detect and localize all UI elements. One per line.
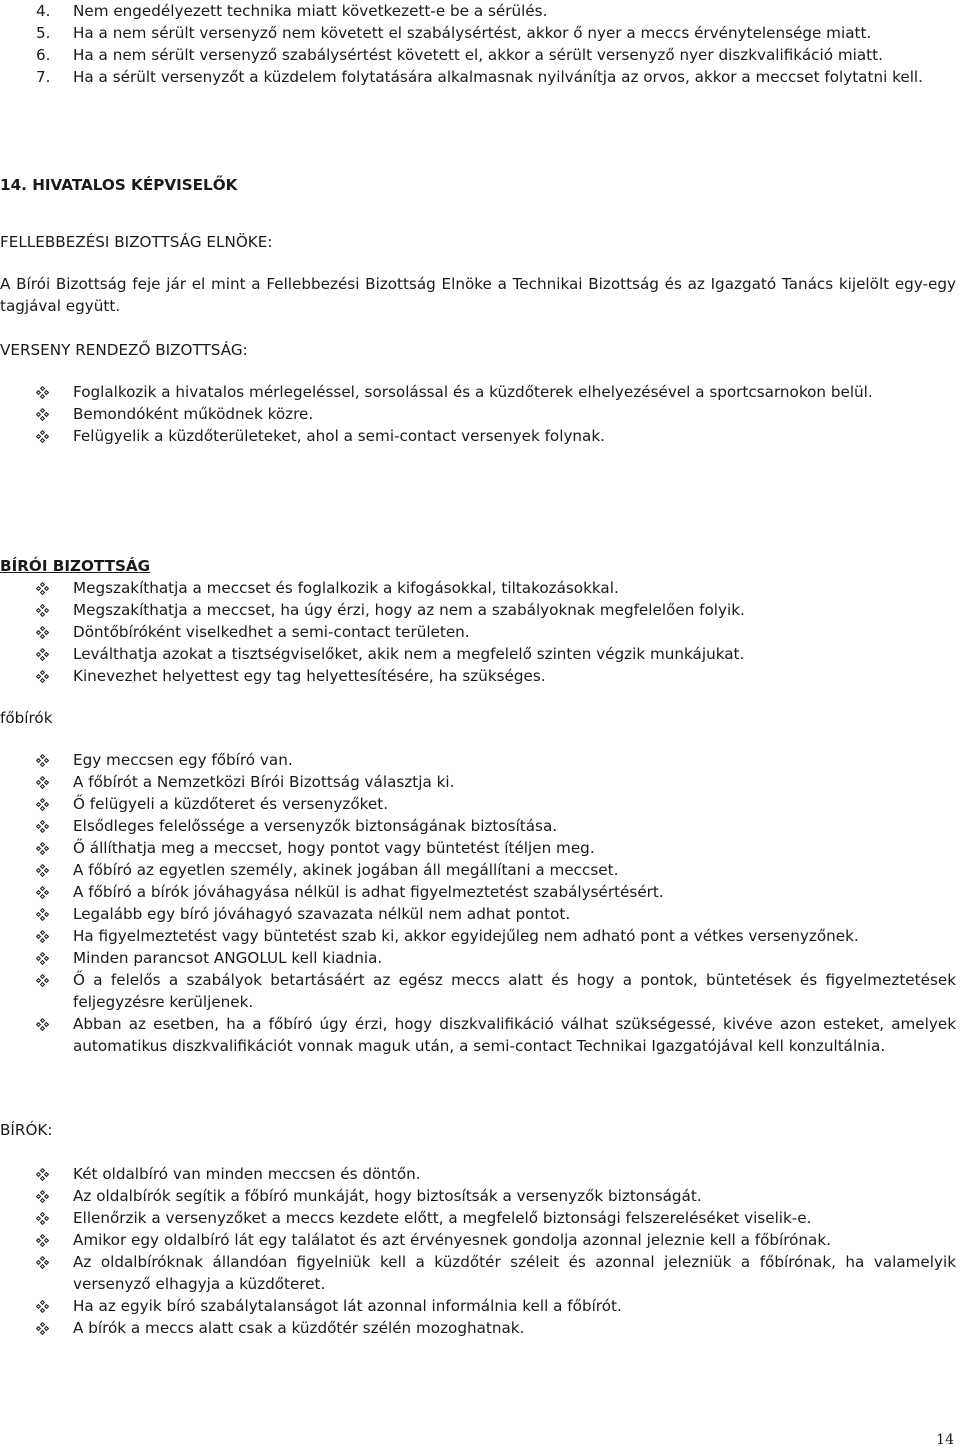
diamond-bullet-icon: [36, 1317, 52, 1339]
item-text: Ha a sérült versenyzőt a küzdelem folytatására alkalmasnak nyilvánítja az orvos, akkor a meccset folytatni kell.: [73, 68, 923, 86]
list-item: [0, 22, 960, 44]
item-text: Legalább egy bíró jóváhagyó szavazata nélkül nem adhat pontot.: [73, 905, 571, 923]
list-item: [0, 1317, 960, 1339]
list-item: [0, 815, 960, 837]
list-item: [0, 771, 960, 793]
list-item: [0, 425, 960, 447]
list-item: [0, 665, 960, 687]
list-item: [0, 381, 960, 403]
diamond-bullet-icon: [36, 793, 52, 815]
item-text: Megszakíthatja a meccset és foglalkozik a kifogásokkal, tiltakozásokkal.: [73, 579, 619, 597]
item-text: Ha figyelmeztetést vagy büntetést szab ki, akkor egyidejűleg nem adható pont a vétkes versenyzőnek.: [73, 927, 859, 945]
diamond-bullet-icon: [36, 925, 52, 947]
item-text: A főbírót a Nemzetközi Bírói Bizottság választja ki.: [73, 773, 455, 791]
item-text: Bemondóként működnek közre.: [73, 405, 314, 423]
diamond-bullet-icon: [36, 903, 52, 925]
item-text: Leválthatja azokat a tisztségviselőket, akik nem a megfelelő szinten végzik munkájukat.: [73, 645, 745, 663]
item-text: A bírók a meccs alatt csak a küzdőtér szélén mozoghatnak.: [73, 1319, 525, 1337]
item-text: Ha az egyik bíró szabálytalanságot lát azonnal informálnia kell a főbírót.: [73, 1297, 622, 1315]
diamond-bullet-icon: [36, 1185, 52, 1207]
diamond-bullet-icon: [36, 815, 52, 837]
diamond-bullet-icon: [36, 599, 52, 621]
list-item: [0, 1185, 960, 1207]
diamond-bullet-icon: [36, 1251, 52, 1273]
item-text: Ő felügyeli a küzdőteret és versenyzőket.: [73, 795, 389, 813]
item-text: A főbíró a bírók jóváhagyása nélkül is adhat figyelmeztetést szabálysértésért.: [73, 883, 664, 901]
item-text: Elsődleges felelőssége a versenyzők biztonságának biztosítása.: [73, 817, 558, 835]
list-item: [0, 403, 960, 425]
appeal-committee-heading: FELLEBBEZÉSI BIZOTTSÁG ELNÖKE:: [0, 233, 273, 251]
referees-heading: BÍRÓK:: [0, 1121, 53, 1139]
list-item: [0, 1013, 960, 1057]
item-text: Megszakíthatja a meccset, ha úgy érzi, hogy az nem a szabályoknak megfelelően folyik.: [73, 601, 745, 619]
item-text: Ha a nem sérült versenyző nem követett el szabálysértést, akkor ő nyer a meccs érvénytelensége miatt.: [73, 24, 872, 42]
item-number: 5.: [36, 24, 51, 42]
item-text: Ő a felelős a szabályok betartásáért az egész meccs alatt és hogy a pontok, büntetések és figyelmeztetések feljegyzésre kerüljenek.: [73, 971, 956, 1011]
item-text: Ő állíthatja meg a meccset, hogy pontot vagy büntetést ítéljen meg.: [73, 839, 595, 857]
diamond-bullet-icon: [36, 1207, 52, 1229]
list-item: [0, 881, 960, 903]
diamond-bullet-icon: [36, 947, 52, 969]
diamond-bullet-icon: [36, 381, 52, 403]
referee-committee-list: [0, 577, 960, 687]
list-item: [0, 621, 960, 643]
diamond-bullet-icon: [36, 881, 52, 903]
diamond-bullet-icon: [36, 643, 52, 665]
referee-committee-heading: BÍRÓI BIZOTTSÁG: [0, 557, 151, 575]
item-text: Kinevezhet helyettest egy tag helyettesítésére, ha szükséges.: [73, 667, 546, 685]
list-item: [0, 1295, 960, 1317]
item-text: Két oldalbíró van minden meccsen és döntőn.: [73, 1165, 421, 1183]
item-number: 7.: [36, 68, 51, 86]
appeal-committee-text: A Bírói Bizottság feje jár el mint a Fellebbezési Bizottság Elnöke a Technikai Bizottság és az Igazgató Tanács kijelölt egy-egy tagjával együtt.: [0, 275, 956, 315]
diamond-bullet-icon: [36, 859, 52, 881]
list-item: [0, 577, 960, 599]
head-referees-heading: főbírók: [0, 709, 53, 727]
diamond-bullet-icon: [36, 1295, 52, 1317]
list-item: [0, 1207, 960, 1229]
list-item: [0, 66, 960, 88]
diamond-bullet-icon: [36, 969, 52, 991]
item-text: Az oldalbíróknak állandóan figyelniük kell a küzdőtér széleit és azonnal jelezniük a főbírónak, ha valamelyik versenyző elhagyja a küzdőteret.: [73, 1253, 956, 1293]
list-item: [0, 837, 960, 859]
organizing-committee-list: [0, 381, 960, 447]
diamond-bullet-icon: [36, 621, 52, 643]
list-item: [0, 1251, 960, 1295]
diamond-bullet-icon: [36, 749, 52, 771]
item-number: 4.: [36, 2, 51, 20]
list-item: [0, 0, 960, 22]
diamond-bullet-icon: [36, 1229, 52, 1251]
head-referees-list: [0, 749, 960, 1057]
diamond-bullet-icon: [36, 1013, 52, 1035]
list-item: [0, 947, 960, 969]
item-text: A főbíró az egyetlen személy, akinek jogában áll megállítani a meccset.: [73, 861, 619, 879]
list-item: [0, 599, 960, 621]
list-item: [0, 925, 960, 947]
list-item: [0, 749, 960, 771]
list-item: [0, 903, 960, 925]
diamond-bullet-icon: [36, 425, 52, 447]
diamond-bullet-icon: [36, 1163, 52, 1185]
item-text: Döntőbíróként viselkedhet a semi-contact területen.: [73, 623, 470, 641]
referees-list: [0, 1163, 960, 1339]
item-text: Felügyelik a küzdőterületeket, ahol a semi-contact versenyek folynak.: [73, 427, 605, 445]
item-text: Az oldalbírók segítik a főbíró munkáját, hogy biztosítsák a versenyzők biztonságát.: [73, 1187, 702, 1205]
diamond-bullet-icon: [36, 403, 52, 425]
item-text: Ellenőrzik a versenyzőket a meccs kezdete előtt, a megfelelő biztonsági felszereléséket viselik-e.: [73, 1209, 812, 1227]
list-item: [0, 859, 960, 881]
list-item: [0, 1229, 960, 1251]
item-text: Abban az esetben, ha a főbíró úgy érzi, hogy diszkvalifikáció válhat szükségessé, kivéve azon esteket, amelyek automatikus diszkvalifikációt vonnak maguk után, a semi-contact Technikai Igazgatójával kell konzultálnia.: [73, 1015, 956, 1055]
item-text: Amikor egy oldalbíró lát egy találatot és azt érvényesnek gondolja azonnal jeleznie kell a főbírónak.: [73, 1231, 831, 1249]
diamond-bullet-icon: [36, 837, 52, 859]
list-item: [0, 969, 960, 1013]
intro-numbered-list: [0, 0, 960, 88]
item-text: Egy meccsen egy főbíró van.: [73, 751, 293, 769]
diamond-bullet-icon: [36, 771, 52, 793]
item-text: Foglalkozik a hivatalos mérlegeléssel, sorsolással és a küzdőterek elhelyezésével a sportcsarnokon belül.: [73, 383, 873, 401]
list-item: [0, 793, 960, 815]
item-text: Ha a nem sérült versenyző szabálysértést követett el, akkor a sérült versenyző nyer diszkvalifikáció miatt.: [73, 46, 883, 64]
list-item: [0, 44, 960, 66]
diamond-bullet-icon: [36, 577, 52, 599]
item-text: Nem engedélyezett technika miatt következett-e be a sérülés.: [73, 2, 548, 20]
diamond-bullet-icon: [36, 665, 52, 687]
item-number: 6.: [36, 46, 51, 64]
section-title: 14. HIVATALOS KÉPVISELŐK: [0, 176, 238, 194]
organizing-committee-heading: VERSENY RENDEZŐ BIZOTTSÁG:: [0, 341, 248, 359]
list-item: [0, 643, 960, 665]
item-text: Minden parancsot ANGOLUL kell kiadnia.: [73, 949, 383, 967]
list-item: [0, 1163, 960, 1185]
page-number: 14: [936, 1432, 954, 1448]
